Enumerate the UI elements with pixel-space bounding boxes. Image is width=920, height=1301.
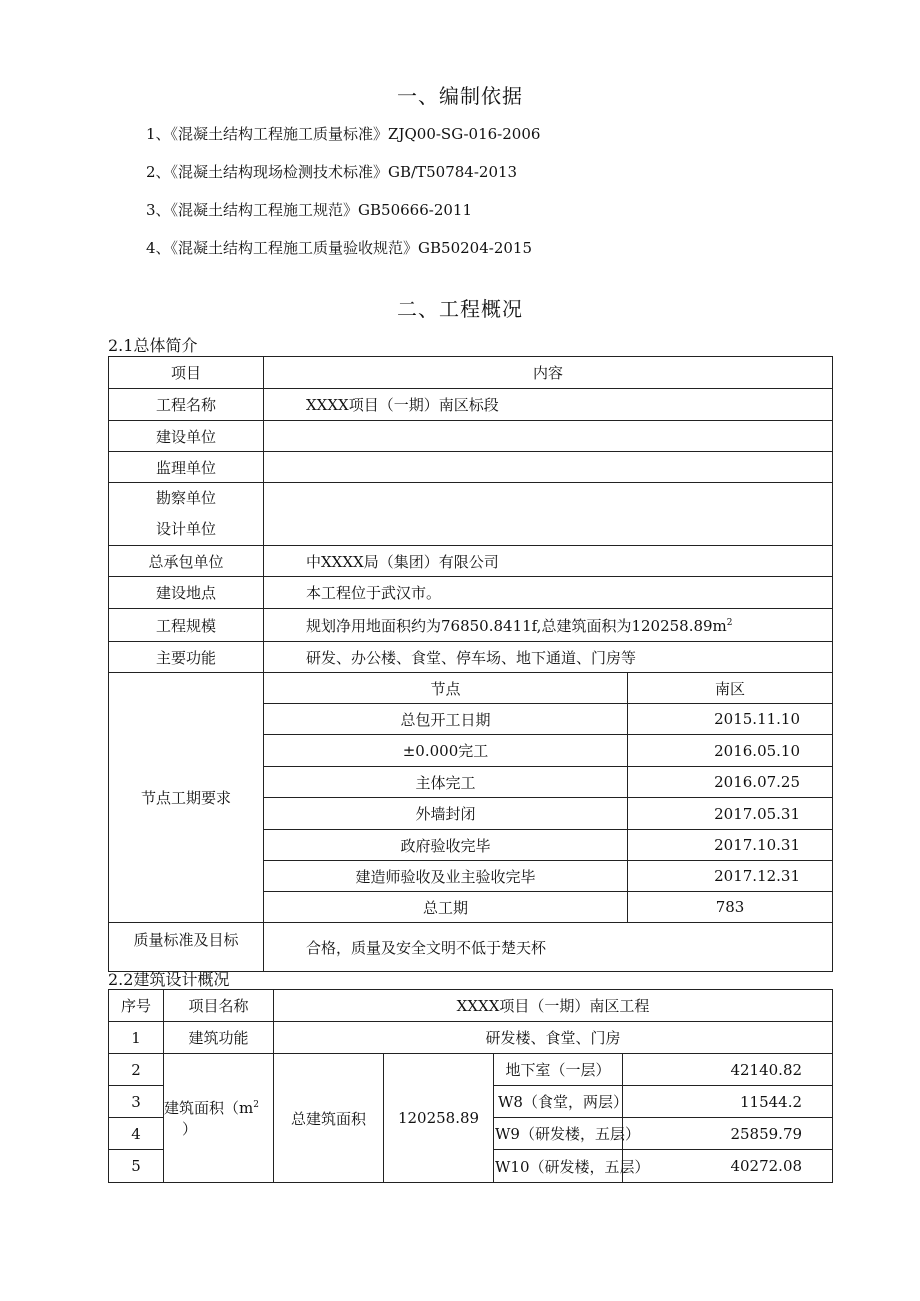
label-project-name: 工程名称 — [109, 389, 264, 421]
milestone-node: 总包开工日期 — [264, 704, 628, 735]
header-project: XXXX项目（一期）南区工程 — [274, 990, 833, 1022]
area-value: 25859.79 — [623, 1118, 833, 1150]
milestone-date: 2016.05.10 — [628, 735, 833, 767]
header-name: 项目名称 — [164, 990, 274, 1022]
label-milestones: 节点工期要求 — [109, 673, 264, 923]
value-total-area: 120258.89 — [384, 1054, 494, 1183]
milestone-date: 783 — [628, 892, 833, 923]
milestone-node: 政府验收完毕 — [264, 830, 628, 861]
row-no: 2 — [109, 1054, 164, 1086]
value-project-name: XXXX项目（一期）南区标段 — [264, 389, 833, 421]
section-title-overview: 二、工程概况 — [397, 297, 523, 321]
milestone-col-node: 节点 — [264, 673, 628, 704]
reference-item: 3、《混凝土结构工程施工规范》GB50666-2011 — [146, 201, 473, 219]
area-value: 40272.08 — [623, 1150, 833, 1183]
reference-item: 1、《混凝土结构工程施工质量标准》ZJQ00-SG-016-2006 — [146, 125, 541, 143]
milestone-date: 2015.11.10 — [628, 704, 833, 735]
area-label-text: 建筑面积（m — [164, 1099, 254, 1117]
value-building-function: 研发楼、食堂、门房 — [274, 1022, 833, 1054]
area-label-sup: 2 — [253, 1100, 259, 1110]
milestone-node: 建造师验收及业主验收完毕 — [264, 861, 628, 892]
value-scale-text: 规划净用地面积约为76850.8411f,总建筑面积为120258.89m — [306, 616, 727, 635]
label-total-area: 总建筑面积 — [274, 1054, 384, 1183]
header-content: 内容 — [264, 357, 833, 389]
reference-item: 4、《混凝土结构工程施工质量验收规范》GB50204-2015 — [146, 239, 533, 257]
reference-item: 2、《混凝土结构现场检测技术标准》GB/T50784-2013 — [146, 163, 518, 181]
area-part: 地下室（一层） — [494, 1054, 623, 1086]
value-location: 本工程位于武汉市。 — [264, 577, 833, 609]
value-supervisor — [264, 452, 833, 483]
label-building-function: 建筑功能 — [164, 1022, 274, 1054]
value-function: 研发、办公楼、食堂、停车场、地下通道、门房等 — [264, 642, 833, 673]
area-value: 11544.2 — [623, 1086, 833, 1118]
value-quality: 合格，质量及安全文明不低于楚天杯 — [264, 923, 833, 972]
row-no: 5 — [109, 1150, 164, 1183]
label-owner: 建设单位 — [109, 421, 264, 452]
area-label-close: ） — [182, 1120, 198, 1138]
milestone-date: 2017.05.31 — [628, 798, 833, 830]
row-no: 4 — [109, 1118, 164, 1150]
label-quality: 质量标准及目标 — [109, 923, 264, 972]
value-scale-sup: 2 — [726, 617, 733, 628]
label-design: 设计单位 — [155, 520, 216, 538]
label-survey-design — [109, 483, 264, 546]
value-contractor: 中XXXX局（集团）有限公司 — [264, 546, 833, 577]
label-location: 建设地点 — [109, 577, 264, 609]
area-part: W9（研发楼，五层） — [494, 1118, 623, 1150]
milestone-node: 主体完工 — [264, 767, 628, 798]
value-owner — [264, 421, 833, 452]
value-survey-design — [264, 483, 833, 546]
label-function: 主要功能 — [109, 642, 264, 673]
label-supervisor: 监理单位 — [109, 452, 264, 483]
value-scale — [264, 609, 833, 642]
milestone-node: 外墙封闭 — [264, 798, 628, 830]
header-item: 项目 — [109, 357, 264, 389]
subsection-title-design: 2.2建筑设计概况 — [108, 970, 230, 989]
row-no: 1 — [109, 1022, 164, 1054]
milestone-node: 总工期 — [264, 892, 628, 923]
header-no: 序号 — [109, 990, 164, 1022]
area-value: 42140.82 — [623, 1054, 833, 1086]
milestone-date: 2017.12.31 — [628, 861, 833, 892]
milestone-node: ±0.000完工 — [264, 735, 628, 767]
label-scale: 工程规模 — [109, 609, 264, 642]
area-part: W8（食堂，两层） — [494, 1086, 623, 1118]
row-no: 3 — [109, 1086, 164, 1118]
section-title-basis: 一、编制依据 — [397, 84, 523, 108]
area-part: W10（研发楼，五层） — [494, 1150, 623, 1183]
label-contractor: 总承包单位 — [109, 546, 264, 577]
label-survey: 勘察单位 — [155, 489, 216, 507]
subsection-title-general: 2.1总体简介 — [108, 336, 198, 355]
milestone-col-south: 南区 — [628, 673, 833, 704]
design-table — [108, 989, 833, 1183]
milestone-date: 2016.07.25 — [628, 767, 833, 798]
milestone-date: 2017.10.31 — [628, 830, 833, 861]
label-building-area — [164, 1054, 274, 1183]
overview-table — [108, 356, 833, 972]
